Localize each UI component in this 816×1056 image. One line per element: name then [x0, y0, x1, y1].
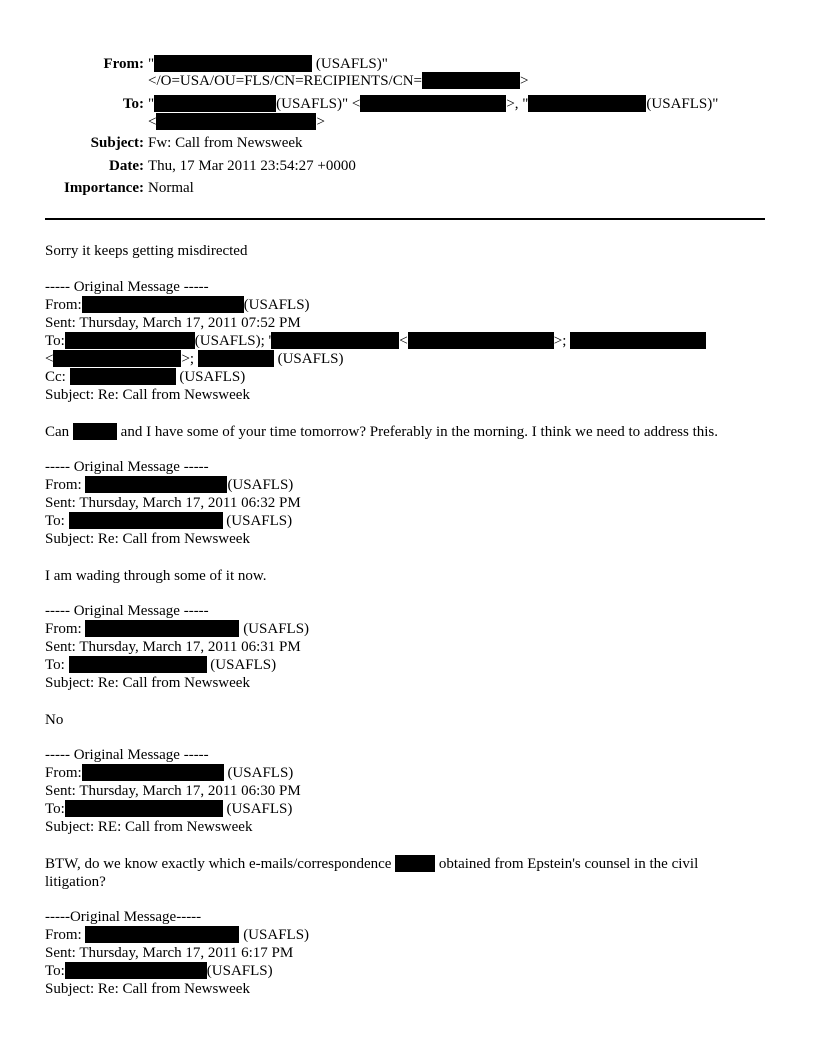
redaction-block — [570, 332, 706, 349]
message-from: From: (USAFLS) — [45, 477, 294, 493]
redaction-block — [82, 764, 224, 781]
message-from: From: (USAFLS) — [45, 765, 294, 781]
date-label: Date: — [109, 158, 144, 174]
message-subject: Subject: Re: Call from Newsweek — [45, 531, 250, 547]
importance-value: Normal — [148, 180, 194, 196]
message-cc: Cc: (USAFLS) — [45, 369, 246, 385]
redaction-block — [82, 296, 244, 313]
message-subject: Subject: RE: Call from Newsweek — [45, 819, 253, 835]
message-subject: Subject: Re: Call from Newsweek — [45, 675, 250, 691]
redaction-block — [70, 368, 176, 385]
redaction-block — [53, 350, 181, 367]
message-from: From: (USAFLS) — [45, 927, 310, 943]
message-sent: Sent: Thursday, March 17, 2011 06:32 PM — [45, 495, 301, 511]
message-sent: Sent: Thursday, March 17, 2011 6:17 PM — [45, 945, 294, 961]
subject-value: Fw: Call from Newsweek — [148, 135, 303, 151]
message-to: To: (USAFLS) — [45, 963, 273, 979]
redaction-block — [73, 423, 117, 440]
header-divider — [45, 218, 765, 220]
date-value: Thu, 17 Mar 2011 23:54:27 +0000 — [148, 158, 356, 174]
message-to: To: (USAFLS) — [45, 513, 293, 529]
from-value: " (USAFLS)" — [148, 56, 388, 72]
redaction-block — [154, 95, 276, 112]
redaction-block — [198, 350, 274, 367]
reply-3: No — [45, 712, 64, 728]
message-subject: Subject: Re: Call from Newsweek — [45, 981, 250, 997]
message-sent: Sent: Thursday, March 17, 2011 06:30 PM — [45, 783, 301, 799]
redaction-block — [360, 95, 506, 112]
message-subject: Subject: Re: Call from Newsweek — [45, 387, 250, 403]
to-value: " (USAFLS)" < >, " (USAFLS)" — [148, 96, 719, 112]
from-address: </O=USA/OU=FLS/CN=RECIPIENTS/CN= > — [148, 73, 529, 89]
reply-4: BTW, do we know exactly which e-mails/correspondence obtained from Epstein's counsel in the civil — [45, 856, 699, 872]
from-label: From: — [103, 56, 144, 72]
redaction-block — [85, 476, 227, 493]
reply-1: Can and I have some of your time tomorrow? Preferably in the morning. I think we need to address this. — [45, 424, 719, 440]
reply-2: I am wading through some of it now. — [45, 568, 267, 584]
message-from: From: (USAFLS) — [45, 621, 310, 637]
redaction-block — [408, 332, 554, 349]
original-message-separator: ----- Original Message ----- — [45, 747, 209, 763]
redaction-block — [395, 855, 435, 872]
redaction-block — [85, 926, 239, 943]
original-message-separator: ----- Original Message ----- — [45, 279, 209, 295]
redaction-block — [271, 332, 399, 349]
redaction-block — [422, 72, 520, 89]
reply-4-continued: litigation? — [45, 874, 106, 890]
message-sent: Sent: Thursday, March 17, 2011 07:52 PM — [45, 315, 301, 331]
redaction-block — [65, 332, 195, 349]
redaction-block — [65, 962, 207, 979]
message-to: To: (USAFLS) — [45, 657, 277, 673]
redaction-block — [154, 55, 312, 72]
redaction-block — [69, 512, 223, 529]
opening-line: Sorry it keeps getting misdirected — [45, 243, 248, 259]
to-label: To: — [122, 96, 144, 112]
subject-label: Subject: — [90, 135, 144, 151]
importance-label: Importance: — [64, 180, 144, 196]
message-sent: Sent: Thursday, March 17, 2011 06:31 PM — [45, 639, 301, 655]
redaction-block — [85, 620, 239, 637]
original-message-separator: ----- Original Message ----- — [45, 459, 209, 475]
original-message-separator: -----Original Message----- — [45, 909, 202, 925]
message-from: From: (USAFLS) — [45, 297, 310, 313]
redaction-block — [69, 656, 207, 673]
message-to: To: (USAFLS); ' < >; — [45, 332, 706, 350]
to-address: < > — [148, 114, 325, 130]
message-to-continued: < >; (USAFLS) — [45, 351, 344, 367]
redaction-block — [156, 113, 316, 130]
redaction-block — [65, 800, 223, 817]
original-message-separator: ----- Original Message ----- — [45, 603, 209, 619]
message-to: To: (USAFLS) — [45, 801, 293, 817]
redaction-block — [528, 95, 646, 112]
